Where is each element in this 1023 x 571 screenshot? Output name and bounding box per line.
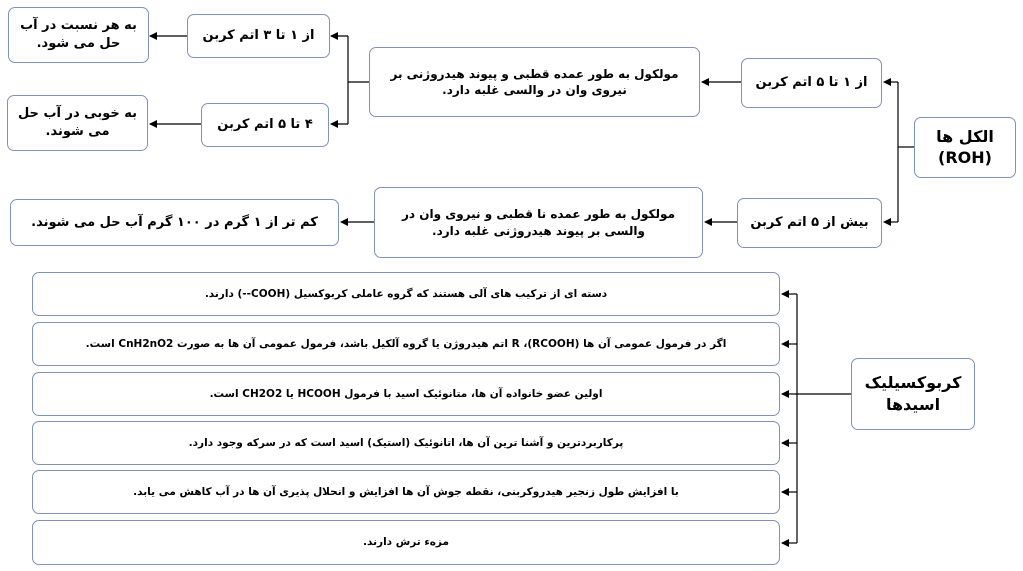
well-dissolve-result-text: به خوبی در آب حل می شوند. [17, 106, 138, 139]
carboxylic-fact-3 [32, 372, 780, 416]
carbon-1-5-node [741, 58, 882, 108]
carboxylic-fact-2 [32, 322, 780, 366]
polar-description-node [369, 47, 700, 117]
polar-description-text: مولکول به طور عمده قطبی و پیوند هیدروژنی بر نیروی وان در والسی غلبه دارد. [390, 66, 679, 97]
any-ratio-result-text: به هر نسبت در آب حل می شود. [20, 18, 137, 51]
carboxylic-fact-5 [32, 470, 780, 514]
carboxylic-fact-6 [32, 520, 780, 565]
alcohols-root-title: الکل ها [936, 126, 994, 146]
carbon-4-5-label: ۴ تا ۵ اتم کربن [217, 117, 313, 133]
carbon-4-5-node [201, 103, 329, 147]
carboxylic-fact-text: اولین عضو خانواده آن ها، متانوئیک اسید با فرمول HCOOH یا CH2O2 است. [209, 387, 603, 400]
carboxylic-fact-4 [32, 421, 780, 465]
carbon-1-5-label: از ۱ تا ۵ اتم کربن [755, 75, 868, 91]
carboxylic-root-title: کربوکسیلیک اسیدها [864, 373, 962, 414]
carboxylic-fact-text: با افزایش طول زنجیر هیدروکربنی، نقطه جوش آن ها افزایش و انحلال پذیری آن ها در آب کاهش می یابد. [133, 485, 679, 498]
carbon-1-3-label: از ۱ تا ۳ اتم کربن [202, 28, 315, 44]
well-dissolve-result-node [7, 95, 148, 151]
carbon-1-3-node [187, 14, 330, 58]
carboxylic-fact-text: پرکاربردترین و آشنا ترین آن ها، اتانوئیک (استیک) اسید است که در سرکه وجود دارد. [188, 436, 624, 449]
alcohols-root-formula: (ROH) [938, 147, 992, 167]
carboxylic-fact-text: دسته ای از ترکیب های آلی هستند که گروه عاملی کربوکسیل (COOH--) دارند. [204, 287, 608, 300]
less-than-1g-result-node [10, 199, 339, 246]
less-than-1g-result-text: کم تر از ۱ گرم در ۱۰۰ گرم آب حل می شوند. [31, 214, 318, 230]
carboxylic-fact-text: مزه‌ء ترش دارند. [363, 536, 449, 549]
nonpolar-description-node [374, 187, 703, 258]
carboxylic-root-node [851, 358, 975, 430]
nonpolar-description-text: مولکول به طور عمده نا قطبی و نیروی وان در والسی بر پیوند هیدروژنی غلبه دارد. [401, 207, 675, 238]
any-ratio-result-node [8, 7, 149, 63]
alcohols-root-node [914, 117, 1016, 178]
carbon-more-5-node [737, 198, 882, 248]
carboxylic-fact-1 [32, 272, 780, 316]
carbon-more-5-label: بیش از ۵ اتم کربن [750, 215, 869, 231]
carboxylic-fact-text: اگر در فرمول عمومی آن ها (RCOOH)، R اتم هیدروژن یا گروه آلکیل باشد، فرمول عمومی آن ها به صورت CnH2nO2 است. [85, 337, 727, 350]
